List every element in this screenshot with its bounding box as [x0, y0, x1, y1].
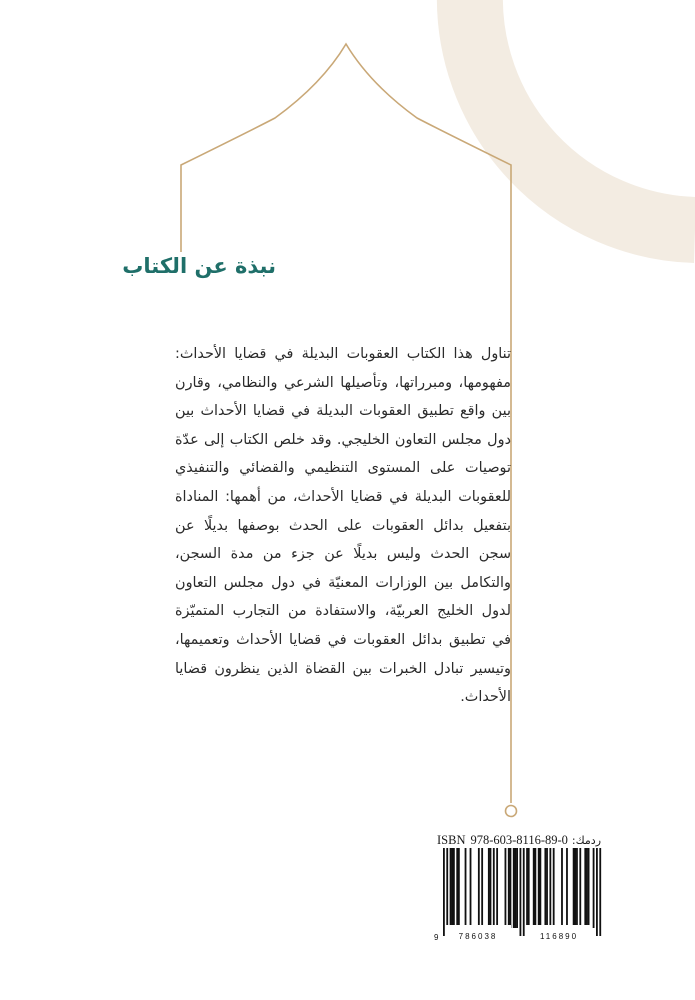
barcode-bar: [510, 848, 512, 928]
barcode-bar: [446, 848, 448, 936]
barcode-bar: [549, 848, 551, 928]
barcode-bar: [573, 848, 575, 928]
barcode-bar: [451, 848, 453, 928]
barcode-bar: [553, 848, 555, 928]
barcode-bar: [443, 848, 445, 936]
barcode-bar: [490, 848, 492, 928]
barcode-bar: [488, 848, 490, 928]
barcode-bar: [520, 848, 522, 936]
barcode-bar: [456, 848, 458, 928]
beige-ring-ornament: [470, 0, 695, 230]
barcode-bar: [493, 848, 495, 928]
barcode-bar: [588, 848, 590, 928]
barcode-bar: [470, 848, 472, 928]
barcode-bar: [596, 848, 598, 936]
barcode-bar: [516, 848, 518, 928]
barcode-bar: [579, 848, 581, 928]
barcode-bar: [599, 848, 601, 936]
barcode-leading-digit: 9: [434, 933, 439, 942]
barcode-bar: [534, 848, 536, 928]
barcode-bar: [574, 848, 576, 928]
barcode-bar: [478, 848, 480, 928]
barcode-bar: [561, 848, 563, 928]
barcode-bar: [481, 848, 483, 928]
isbn-arabic-label: ردمك:: [571, 834, 602, 847]
description-paragraph: تناول هذا الكتاب العقوبات البديلة في قضايا الأحداث: مفهومها، ومبرراتها، وتأصيلها الشرعي والنظامي، وقارن بين واقع تطبيق العقوبات البديلة في قضايا الأحداث بين دول مجلس التعاون الخليجي. وقد خلص الكتاب إلى عدّة توصيات على المستوى التنظيمي والقضائي والتنفيذي للعقوبات البديلة في قضايا الأحداث، من أهمها: المناداة بتفعيل بدائل العقوبات على الحدث بوصفها بديلًا عن سجن الحدث وليس بديلًا عن جزء من مدة السجن، والتكامل بين الوزارات المعنيّة في دول مجلس التعاون لدول الخليج العربيّة، والاستفادة من التجارب المتميّزة في تطبيق بدائل العقوبات في قضايا الأحداث وتعميمها، وتيسير تبادل الخبرات بين القضاة الذين ينظرون قضايا الأحداث.: [175, 346, 511, 706]
barcode-bar: [528, 848, 530, 928]
barcode-bar: [566, 848, 568, 928]
barcode-graphic: [431, 848, 609, 942]
barcode-bar: [513, 848, 515, 928]
barcode-bar: [584, 848, 586, 928]
barcode-bar: [533, 848, 535, 928]
barcode-bar: [539, 848, 541, 928]
barcode-bar: [544, 848, 546, 928]
barcode-bar: [458, 848, 460, 928]
barcode-bar: [496, 848, 498, 928]
barcode-bar: [515, 848, 517, 928]
barcode-bar: [508, 848, 510, 928]
barcode-bar: [450, 848, 452, 928]
book-description: [175, 340, 511, 712]
isbn-number: 978-603-8116-89-0: [470, 833, 568, 847]
barcode-bar: [546, 848, 548, 928]
barcode-bar: [576, 848, 578, 928]
section-title: نبذة عن الكتاب: [122, 254, 276, 278]
barcode-left-digits: 786038: [458, 932, 498, 941]
barcode-right-digits: 116890: [539, 932, 579, 941]
barcode-bar: [538, 848, 540, 928]
barcode-bar: [523, 848, 525, 936]
isbn-line: [437, 833, 609, 848]
barcode-bar: [593, 848, 595, 928]
barcode: [431, 848, 609, 942]
barcode-bar: [505, 848, 507, 928]
isbn-prefix: ISBN: [437, 833, 466, 847]
gold-arch-end-dot: [506, 806, 517, 817]
barcode-bar: [465, 848, 467, 928]
barcode-bar: [526, 848, 528, 928]
barcode-bar: [453, 848, 455, 928]
barcode-bar: [586, 848, 588, 928]
